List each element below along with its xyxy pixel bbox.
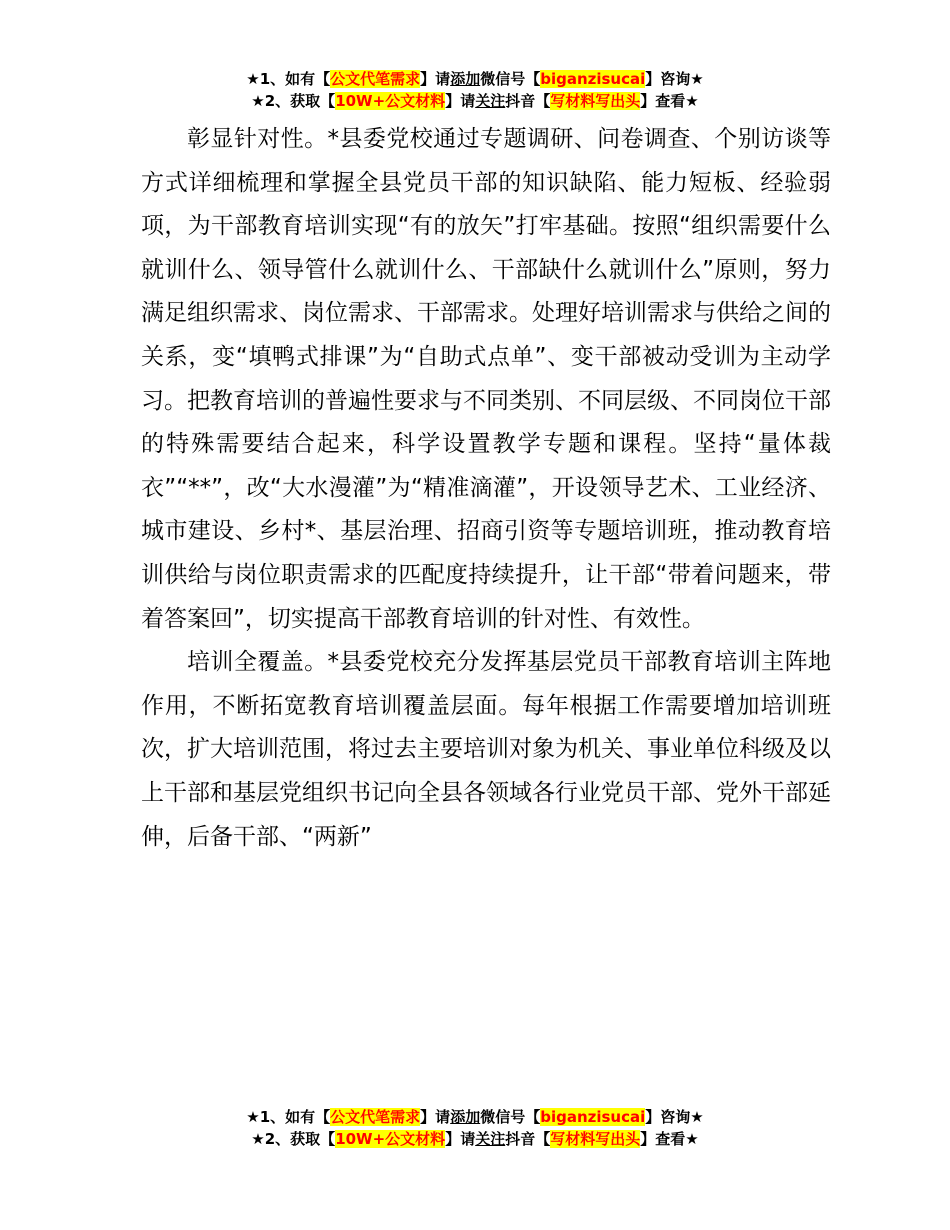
- banner-underline: 添加: [450, 1108, 481, 1126]
- banner-text: 】请: [420, 1108, 451, 1126]
- document-body: [141, 118, 831, 859]
- banner-underline: 关注: [475, 1130, 506, 1148]
- banner-text: ★1、如有【: [246, 1108, 331, 1126]
- banner-text: 】咨询★: [645, 70, 704, 88]
- banner-text: 抖音【: [505, 1130, 551, 1148]
- banner-underline: 关注: [475, 92, 506, 110]
- banner-highlight: 公文代笔需求: [330, 70, 421, 88]
- banner-text: ★2、获取【: [251, 92, 336, 110]
- paragraph-coverage: 培训全覆盖。*县委党校充分发挥基层党员干部教育培训主阵地作用，不断拓宽教育培训覆盖层面。每年根据工作需要增加培训班次，扩大培训范围，将过去主要培训对象为机关、事业单位科级及以上干部和基层党组织书记向全县各领域各行业党员干部、党外干部延伸，后备干部、“两新”: [141, 649, 831, 850]
- banner-highlight: biganzisucai: [540, 70, 646, 88]
- paragraph-targeting: 彰显针对性。*县委党校通过专题调研、问卷调查、个别访谈等方式详细梳理和掌握全县党员干部的知识缺陷、能力短板、经验弱项，为干部教育培训实现“有的放矢”打牢基础。按照“组织需要什么就训什么、领导管什么就训什么、干部缺什么就训什么”原则，努力满足组织需求、岗位需求、干部需求。处理好培训需求与供给之间的关系，变“填鸭式排课”为“自助式点单”、变干部被动受训为主动学习。把教育培训的普遍性要求与不同类别、不同层级、不同岗位干部的特殊需要结合起来，科学设置教学专题和课程。坚持“量体裁衣”“**”，改“大水漫灌”为“精准滴灌”，开设领导艺术、工业经济、城市建设、乡村*、基层治理、招商引资等专题培训班，推动教育培训供给与岗位职责需求的匹配度持续提升，让干部“带着问题来，带着答案回”，切实提高干部教育培训的针对性、有效性。: [141, 126, 831, 632]
- banner-text: 】查看★: [640, 1130, 699, 1148]
- header-banner-line-1: [0, 68, 950, 90]
- footer-banner-line-1: [0, 1106, 950, 1128]
- banner-text: ★1、如有【: [246, 70, 331, 88]
- header-banner: [0, 68, 950, 112]
- footer-banner-line-2: [0, 1128, 950, 1150]
- banner-text: 微信号【: [480, 70, 541, 88]
- banner-text: ★2、获取【: [251, 1130, 336, 1148]
- banner-text: 】请: [445, 1130, 476, 1148]
- banner-highlight: 10W+公文材料: [335, 1130, 446, 1148]
- banner-highlight: 10W+公文材料: [335, 92, 446, 110]
- banner-underline: 添加: [450, 70, 481, 88]
- banner-text: 】咨询★: [645, 1108, 704, 1126]
- banner-highlight: 写材料写出头: [550, 1130, 641, 1148]
- banner-text: 】请: [445, 92, 476, 110]
- banner-highlight: biganzisucai: [540, 1108, 646, 1126]
- banner-text: 微信号【: [480, 1108, 541, 1126]
- footer-banner: [0, 1106, 950, 1150]
- banner-text: 抖音【: [505, 92, 551, 110]
- banner-highlight: 写材料写出头: [550, 92, 641, 110]
- banner-text: 】请: [420, 70, 451, 88]
- banner-text: 】查看★: [640, 92, 699, 110]
- banner-highlight: 公文代笔需求: [330, 1108, 421, 1126]
- header-banner-line-2: [0, 90, 950, 112]
